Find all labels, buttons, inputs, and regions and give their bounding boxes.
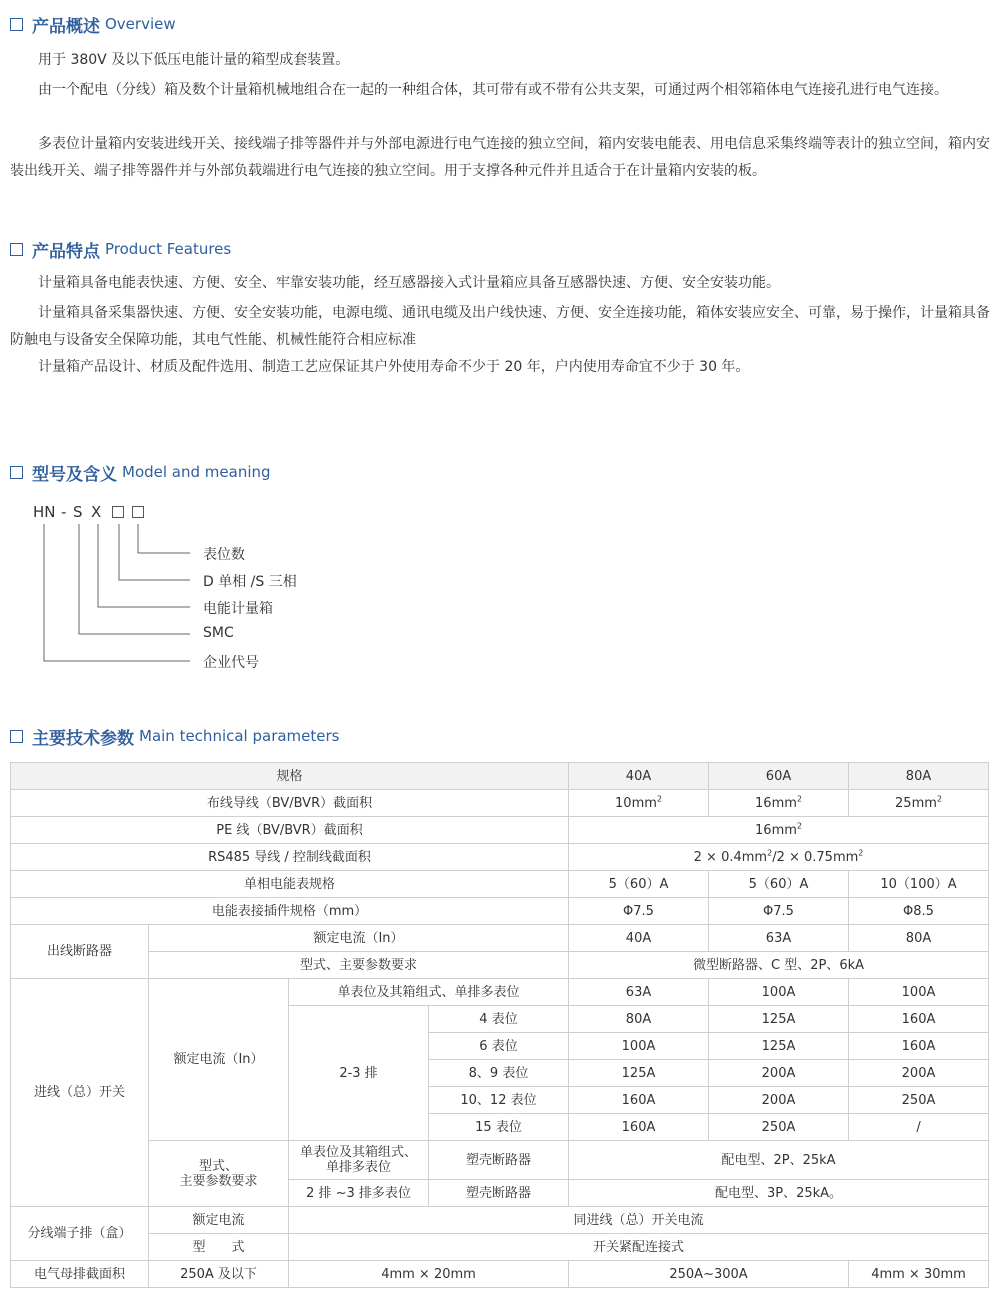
overview-title-cn: 产品概述 bbox=[32, 16, 100, 37]
checkbox-square-icon bbox=[10, 18, 23, 31]
leader-line-4 bbox=[79, 524, 190, 634]
features-title bbox=[10, 237, 231, 261]
overview-title-en: Overview bbox=[105, 15, 176, 33]
model-code-box-2 bbox=[132, 506, 144, 518]
table-cell: Φ7.5 bbox=[569, 898, 709, 925]
table-cell: $25mm^2$ bbox=[849, 790, 989, 817]
table-cell: 125A bbox=[569, 1060, 709, 1087]
table-cell: 4mm × 30mm bbox=[849, 1261, 989, 1288]
table-cell: RS485 导线 / 控制线截面积 bbox=[11, 844, 569, 871]
table-cell: 200A bbox=[709, 1060, 849, 1087]
table-cell: Φ8.5 bbox=[849, 898, 989, 925]
checkbox-square-icon bbox=[10, 243, 23, 256]
table-group-cell: 进线（总）开关 bbox=[11, 979, 149, 1207]
table-row bbox=[11, 763, 989, 790]
table-cell: 单相电能表规格 bbox=[11, 871, 569, 898]
table-group-cell: 出线断路器 bbox=[11, 925, 149, 979]
table-cell: 单表位及其箱组式、 单排多表位 bbox=[289, 1141, 429, 1180]
table-cell: 微型断路器、C 型、2P、6kA bbox=[569, 952, 989, 979]
table-cell: 100A bbox=[709, 979, 849, 1006]
model-code-x: X bbox=[91, 503, 102, 521]
table-cell: 160A bbox=[849, 1006, 989, 1033]
table-cell: 100A bbox=[849, 979, 989, 1006]
leader-line-5 bbox=[44, 524, 190, 661]
table-cell: 型 式 bbox=[149, 1234, 289, 1261]
table-cell: 2-3 排 bbox=[289, 1006, 429, 1141]
table-group-cell: 分线端子排（盒） bbox=[11, 1207, 149, 1261]
table-cell: PE 线（BV/BVR）截面积 bbox=[11, 817, 569, 844]
table-cell: 125A bbox=[709, 1006, 849, 1033]
model-label-1: 表位数 bbox=[203, 547, 245, 563]
table-cell: 4 表位 bbox=[429, 1006, 569, 1033]
table-row bbox=[11, 1207, 989, 1234]
model-code-hn: HN bbox=[33, 503, 56, 521]
table-cell: / bbox=[849, 1114, 989, 1141]
leader-line-2 bbox=[119, 524, 190, 580]
table-cell: 250A bbox=[709, 1114, 849, 1141]
table-cell: 250A~300A bbox=[569, 1261, 849, 1288]
table-cell: 额定电流（In） bbox=[149, 925, 569, 952]
table-cell: 80A bbox=[849, 925, 989, 952]
table-cell: 10（100）A bbox=[849, 871, 989, 898]
table-cell: 63A bbox=[709, 925, 849, 952]
model-label-2: D 单相 /S 三相 bbox=[203, 574, 297, 590]
table-cell: 8、9 表位 bbox=[429, 1060, 569, 1087]
table-cell: 160A bbox=[849, 1033, 989, 1060]
params-title bbox=[10, 724, 340, 748]
features-title-en: Product Features bbox=[105, 240, 232, 258]
table-cell: 250A 及以下 bbox=[149, 1261, 289, 1288]
table-cell: 电能表接插件规格（mm） bbox=[11, 898, 569, 925]
table-cell: 4mm × 20mm bbox=[289, 1261, 569, 1288]
table-cell: 80A bbox=[849, 763, 989, 790]
features-title-cn: 产品特点 bbox=[32, 241, 100, 262]
checkbox-square-icon bbox=[10, 466, 23, 479]
table-cell: 160A bbox=[569, 1087, 709, 1114]
table-cell: 40A bbox=[569, 763, 709, 790]
table-cell: 80A bbox=[569, 1006, 709, 1033]
table-cell: 125A bbox=[709, 1033, 849, 1060]
table-row bbox=[11, 1261, 989, 1288]
params-title-en: Main technical parameters bbox=[139, 727, 340, 745]
table-row bbox=[11, 1234, 989, 1261]
table-cell: $2 \times 0.4mm^2/2 \times 0.75mm^2$ bbox=[569, 844, 989, 871]
table-cell: 10、12 表位 bbox=[429, 1087, 569, 1114]
overview-paragraph-2: 由一个配电（分线）箱及数个计量箱机械地组合在一起的一种组合体，其可带有或不带有公共支架，可通过两个相邻箱体电气连接孔进行电气连接。 bbox=[38, 82, 948, 98]
model-title bbox=[10, 460, 271, 484]
table-cell: Φ7.5 bbox=[709, 898, 849, 925]
table-cell: 2 排 ~3 排多表位 bbox=[289, 1180, 429, 1207]
table-cell: 60A bbox=[709, 763, 849, 790]
table-row bbox=[11, 925, 989, 952]
features-paragraph-3: 计量箱产品设计、材质及配件选用、制造工艺应保证其户外使用寿命不少于 20 年，户内使用寿命宜不少于 30 年。 bbox=[38, 359, 750, 375]
table-cell: 250A bbox=[849, 1087, 989, 1114]
table-cell: $16mm^2$ bbox=[709, 790, 849, 817]
table-cell: 5（60）A bbox=[569, 871, 709, 898]
table-row bbox=[11, 952, 989, 979]
table-cell: 200A bbox=[849, 1060, 989, 1087]
table-cell: 40A bbox=[569, 925, 709, 952]
features-paragraph-2: 计量箱具备采集器快速、方便、安全安装功能，电源电缆、通讯电缆及出户线快速、方便、安全连接功能，箱体安装应安全、可靠，易于操作，计量箱具备防触电与设备安全保障功能，其电气性能、机械性能符合相应标准 bbox=[10, 305, 990, 348]
table-cell: 100A bbox=[569, 1033, 709, 1060]
table-cell: $16mm^2$ bbox=[569, 817, 989, 844]
table-cell: 6 表位 bbox=[429, 1033, 569, 1060]
table-cell: 配电型、3P、25kA。 bbox=[569, 1180, 989, 1207]
technical-parameters-table bbox=[10, 762, 989, 1288]
model-code-dash: - bbox=[61, 503, 67, 521]
overview-title bbox=[10, 12, 176, 36]
model-title-cn: 型号及含义 bbox=[32, 464, 117, 485]
table-cell: $10mm^2$ bbox=[569, 790, 709, 817]
model-label-4: SMC bbox=[203, 625, 234, 641]
table-cell: 63A bbox=[569, 979, 709, 1006]
model-title-en: Model and meaning bbox=[122, 463, 271, 481]
table-cell: 规格 bbox=[11, 763, 569, 790]
table-cell: 200A bbox=[709, 1087, 849, 1114]
table-cell: 塑壳断路器 bbox=[429, 1180, 569, 1207]
model-label-5: 企业代号 bbox=[203, 655, 259, 671]
table-cell: 配电型、2P、25kA bbox=[569, 1141, 989, 1180]
table-cell: 开关紧配连接式 bbox=[289, 1234, 989, 1261]
overview-paragraph-3: 多表位计量箱内安装进线开关、接线端子排等器件并与外部电源进行电气连接的独立空间，箱内安装电能表、用电信息采集终端等表计的独立空间，箱内安装出线开关、端子排等器件并与外部负载端进行电气连接的独立空间。用于支撑各种元件并且适合于在计量箱内安装的板。 bbox=[10, 136, 990, 179]
table-cell: 额定电流 bbox=[149, 1207, 289, 1234]
table-row bbox=[11, 790, 989, 817]
checkbox-square-icon bbox=[10, 730, 23, 743]
table-cell: 型式、 主要参数要求 bbox=[149, 1141, 289, 1207]
table-cell: 同进线（总）开关电流 bbox=[289, 1207, 989, 1234]
table-row bbox=[11, 817, 989, 844]
model-label-3: 电能计量箱 bbox=[203, 601, 273, 617]
table-cell: 型式、主要参数要求 bbox=[149, 952, 569, 979]
leader-line-1 bbox=[138, 524, 190, 553]
table-cell: 额定电流（In） bbox=[149, 979, 289, 1141]
table-row bbox=[11, 1141, 989, 1180]
table-row bbox=[11, 979, 989, 1006]
features-paragraph-1: 计量箱具备电能表快速、方便、安全、牢靠安装功能，经互感器接入式计量箱应具备互感器快速、方便、安全安装功能。 bbox=[38, 275, 780, 291]
table-cell: 5（60）A bbox=[709, 871, 849, 898]
table-row bbox=[11, 898, 989, 925]
table-cell: 160A bbox=[569, 1114, 709, 1141]
overview-paragraph-1: 用于 380V 及以下低压电能计量的箱型成套装置。 bbox=[38, 52, 350, 68]
params-title-cn: 主要技术参数 bbox=[32, 728, 134, 749]
table-cell: 15 表位 bbox=[429, 1114, 569, 1141]
table-cell: 布线导线（BV/BVR）截面积 bbox=[11, 790, 569, 817]
model-code-s: S bbox=[73, 503, 83, 521]
table-row bbox=[11, 871, 989, 898]
table-row bbox=[11, 844, 989, 871]
table-cell: 单表位及其箱组式、单排多表位 bbox=[289, 979, 569, 1006]
model-code-box-1 bbox=[112, 506, 124, 518]
table-cell: 电气母排截面积 bbox=[11, 1261, 149, 1288]
table-cell: 塑壳断路器 bbox=[429, 1141, 569, 1180]
leader-line-3 bbox=[98, 524, 190, 607]
